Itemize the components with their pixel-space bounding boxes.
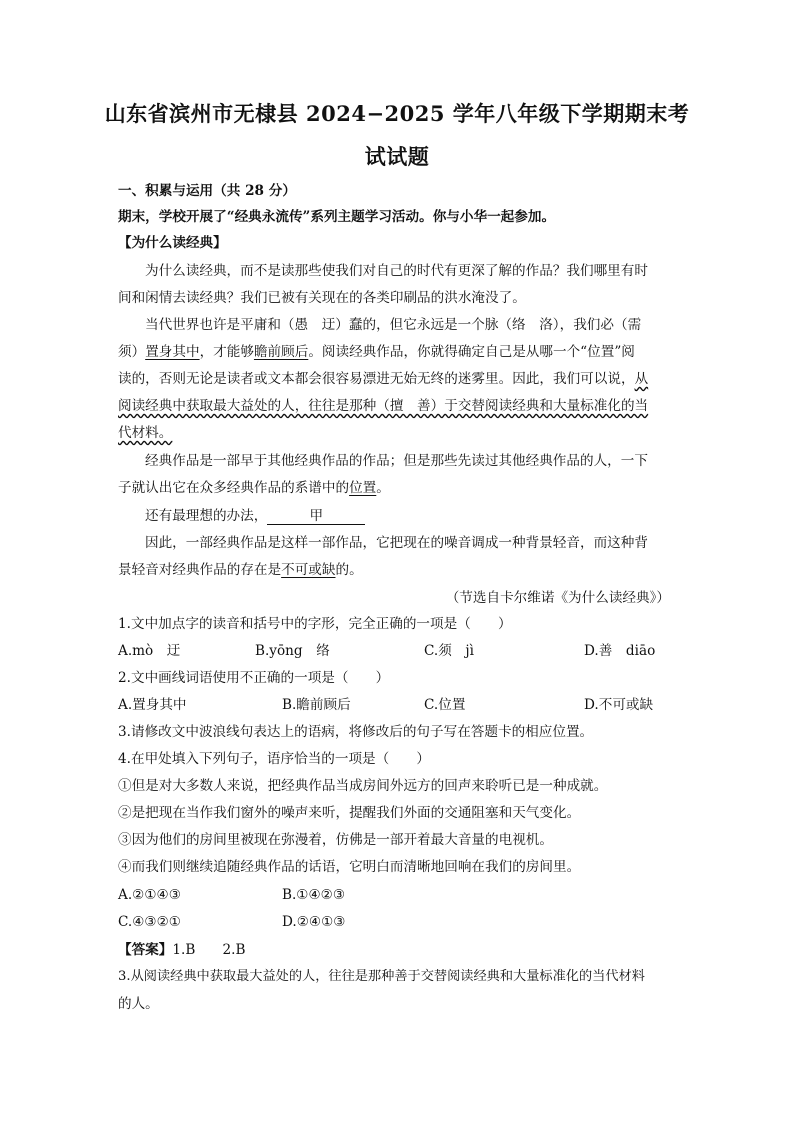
page-title-line2: 试试题: [364, 144, 430, 169]
q2-option-a: A.置身其中: [118, 697, 187, 713]
paragraph2-line5: [118, 423, 678, 443]
wavy-underlined-text: 代材料。: [118, 425, 173, 441]
q2-option-b: B.瞻前顾后: [282, 697, 351, 713]
question-2: 2.文中画线词语使用不正确的一项是（ ）: [118, 670, 390, 686]
wavy-underlined-text: 从: [634, 371, 649, 387]
text-run: 的。: [335, 562, 363, 578]
question-4: 4.在甲处填入下列句子，语序恰当的一项是（ ）: [118, 751, 431, 767]
text-run: ，才能够: [199, 344, 254, 360]
subheading: 【为什么读经典】: [118, 235, 227, 251]
answer-text: 1.B 2.B: [172, 942, 246, 958]
q1-option-c: C.须 jì: [424, 643, 474, 659]
q1-option-a: A.mò 迂: [118, 643, 181, 659]
q1-option-b: B.yōng 络: [255, 643, 330, 659]
paragraph2-line1: 当代世界也许是平庸和（愚 迂）蠢的，但它永远是一个脉（络 洛），我们必（需: [145, 317, 642, 333]
sentence-4: ④而我们则继续追随经典作品的话语，它明白而清晰地回响在我们的房间里。: [118, 859, 581, 875]
paragraph2-line2: [118, 342, 678, 362]
paragraph2-line3: [118, 369, 678, 389]
underlined-term: 不可或缺: [281, 562, 336, 578]
paragraph4: [145, 506, 705, 526]
intro-text: 期末，学校开展了“经典永流传”系列主题学习活动。你与小华一起参加。: [118, 209, 556, 225]
text-run: 须）: [118, 344, 146, 360]
underlined-term: 瞻前顾后: [253, 344, 309, 360]
paragraph1-line1: 为什么读经典，而不是读那些使我们对自己的时代有更深了解的作品？我们哪里有时: [145, 263, 648, 279]
text-run: 读的，否则无论是读者或文本都会很容易漂进无始无终的迷雾里。因此，我们可以说，: [118, 371, 635, 387]
paragraph3-line1: 经典作品是一部早于其他经典作品的作品；但是那些先读过其他经典作品的人，一下: [145, 453, 648, 469]
sentence-3: ③因为他们的房间里被现在弥漫着，仿佛是一部开着最大音量的电视机。: [118, 832, 553, 848]
answer-3-line2: 的人。: [118, 996, 159, 1012]
answer-line: [118, 940, 678, 960]
q1-option-d: D.善 diāo: [584, 643, 656, 659]
text-run: 。: [376, 480, 390, 496]
q2-option-d: D.不可或缺: [584, 697, 654, 713]
text-run: 还有最理想的办法，: [145, 508, 268, 524]
question-3: 3.请修改文中波浪线句表达上的语病，将修改后的句子写在答题卡的相应位置。: [118, 724, 594, 740]
answer-label: 【答案】: [118, 942, 173, 958]
paragraph1-line2: 间和闲情去读经典？我们已被有关现在的各类印刷品的洪水淹没了。: [118, 290, 526, 306]
fill-blank: 甲: [267, 508, 365, 525]
section-heading: 一、积累与运用（共 28 分）: [118, 183, 296, 199]
sentence-2: ②是把现在当作我们窗外的噪声来听，提醒我们外面的交通阻塞和天气变化。: [118, 805, 581, 821]
paragraph3-line2: [118, 478, 678, 498]
text-run: 子就认出它在众多经典作品的系谱中的: [118, 480, 350, 496]
underlined-term: 位置: [349, 480, 377, 496]
text-run: 。阅读经典作品，你就得确定自己是从哪一个“位置”阅: [308, 344, 635, 360]
q4-option-b: B.①④②③: [282, 887, 346, 903]
answer-3-line1: 3.从阅读经典中获取最大益处的人，往往是那种善于交替阅读经典和大量标准化的当代材料: [118, 969, 645, 984]
q4-option-a: A.②①④③: [118, 887, 181, 903]
q2-option-c: C.位置: [424, 697, 466, 713]
question-1: 1.文中加点字的读音和括号中的字形，完全正确的一项是（ ）: [118, 616, 512, 632]
paragraph2-line4: 阅读经典中获取最大益处的人，往往是那种（擅 善）于交替阅读经典和大量标准化的当: [118, 398, 649, 414]
q4-option-d: D.②④①③: [282, 914, 346, 930]
underlined-term: 置身其中: [145, 344, 200, 360]
page-title-line1: 山东省滨州市无棣县 2024−2025 学年八年级下学期期末考: [104, 101, 690, 126]
paragraph5-line2: [118, 560, 678, 580]
text-run: 景轻音对经典作品的存在是: [118, 562, 282, 578]
paragraph5-line1: 因此，一部经典作品是这样一部作品，它把现在的噪音调成一种背景轻音，而这种背: [145, 535, 648, 551]
source-citation: （节选自卡尔维诺《为什么读经典》）: [445, 590, 670, 606]
q4-option-c: C.④③②①: [118, 914, 181, 930]
sentence-1: ①但是对大多数人来说，把经典作品当成房间外远方的回声来聆听已是一种成就。: [118, 778, 608, 794]
